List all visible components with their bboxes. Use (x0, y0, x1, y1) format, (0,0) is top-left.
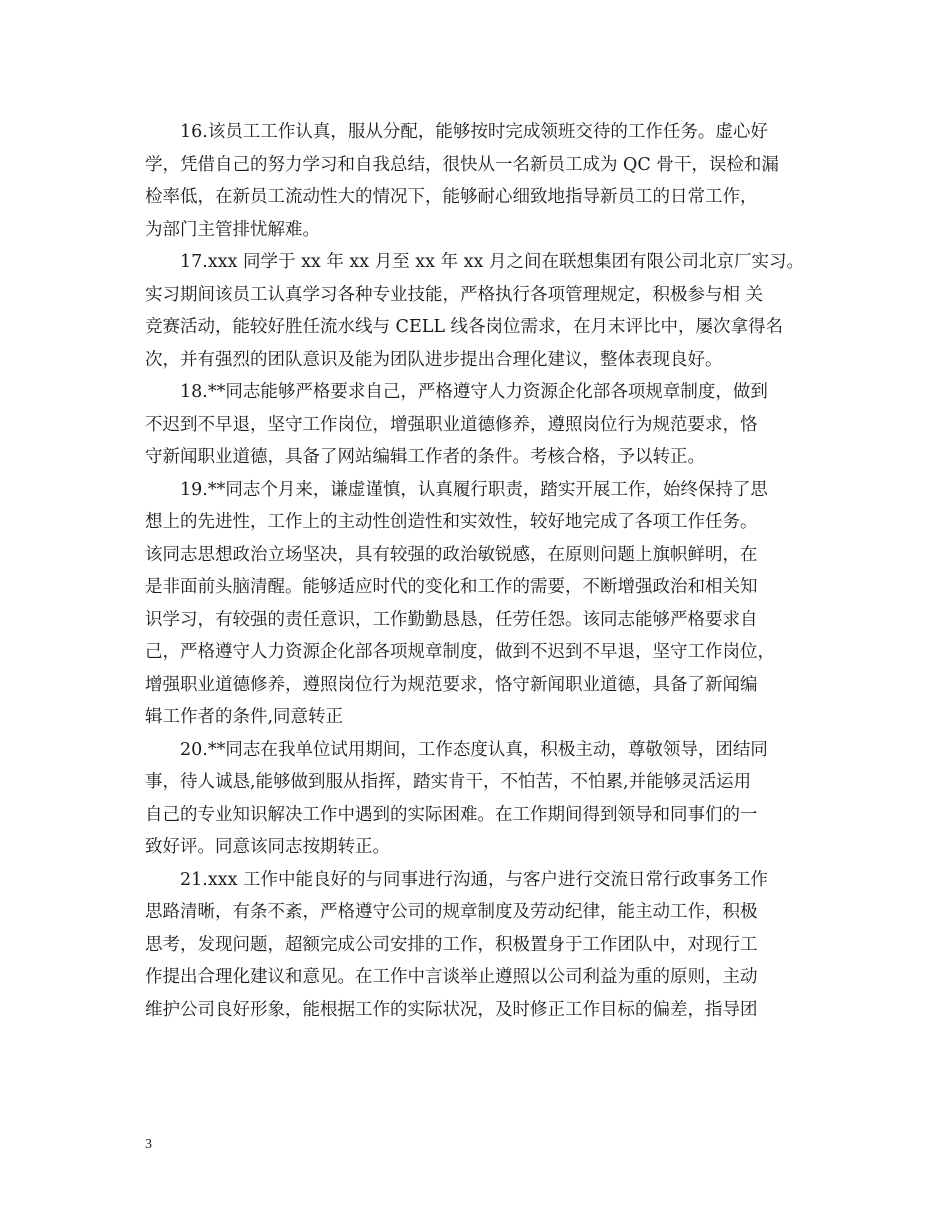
text-line: 守新闻职业道德，具备了网站编辑工作者的条件。考核合格，予以转正。 (145, 447, 705, 467)
paragraph (145, 734, 823, 864)
text-line: 辑工作者的条件,同意转正 (145, 707, 344, 727)
paragraph (145, 376, 823, 474)
text-line: 19.**同志个月来，谦虚谨慎，认真履行职责，踏实开展工作，始终保持了思 (180, 479, 768, 500)
text-line: 思考，发现问题，超额完成公司安排的工作，积极置身于工作团队中，对现行工 (145, 934, 758, 955)
text-line: 16.该员工工作认真，服从分配，能够按时完成领班交待的工作任务。虚心好 (180, 122, 768, 142)
text-line: 作提出合理化建议和意见。在工作中言谈举止遵照以公司利益为重的原则，主动 (145, 967, 758, 987)
text-line: 18.**同志能够严格要求自己，严格遵守人力资源企化部各项规章制度，做到 (180, 382, 768, 402)
text-line: 想上的先进性，工作上的主动性创造性和实效性，较好地完成了各项工作任务。 (145, 512, 758, 532)
text-line: 学，凭借自己的努力学习和自我总结，很快从一名新员工成为 QC 骨干，误检和漏 (145, 154, 779, 175)
text-line: 不迟到不早退，坚守工作岗位，增强职业道德修养，遵照岗位行为规范要求，恪 (145, 414, 758, 435)
page-number: 3 (145, 1137, 152, 1152)
text-line: 20.**同志在我单位试用期间，工作态度认真，积极主动，尊敬领导，团结同 (180, 739, 768, 760)
text-line: 己，严格遵守人力资源企化部各项规章制度，做到不迟到不早退，坚守工作岗位， (145, 642, 775, 662)
text-line: 致好评。同意该同志按期转正。 (145, 837, 390, 857)
text-line: 次，并有强烈的团队意识及能为团队进步提出合理化建议，整体表现良好。 (145, 349, 723, 370)
document-body (145, 116, 823, 1026)
paragraph (145, 116, 823, 246)
paragraph (145, 246, 823, 376)
text-line: 21.xxx 工作中能良好的与同事进行沟通，与客户进行交流日常行政事务工作 (180, 869, 768, 890)
text-line: 是非面前头脑清醒。能够适应时代的变化和工作的需要，不断增强政治和相关知 (145, 577, 758, 597)
text-line: 自己的专业知识解决工作中遇到的实际困难。在工作期间得到领导和同事们的一 (145, 804, 758, 825)
text-line: 维护公司良好形象，能根据工作的实际状况，及时修正工作目标的偏差，指导团 (145, 999, 758, 1020)
text-line: 17.xxx 同学于 xx 年 xx 月至 xx 年 xx 月之间在联想集团有限公司北京厂实习。 (180, 252, 804, 272)
text-line: 检率低，在新员工流动性大的情况下，能够耐心细致地指导新员工的日常工作， (145, 187, 758, 207)
paragraph (145, 474, 823, 734)
text-line: 实习期间该员工认真学习各种专业技能，严格执行各项管理规定，积极参与相 关 (145, 284, 764, 305)
text-line: 增强职业道德修养，遵照岗位行为规范要求，恪守新闻职业道德，具备了新闻编 (145, 674, 758, 695)
text-line: 该同志思想政治立场坚决，具有较强的政治敏锐感，在原则问题上旗帜鲜明，在 (145, 544, 758, 565)
text-line: 竞赛活动，能较好胜任流水线与 CELL 线各岗位需求，在月末评比中，屡次拿得名 (145, 317, 784, 337)
text-line: 为部门主管排忧解难。 (145, 219, 320, 240)
paragraph (145, 864, 823, 1027)
text-line: 事，待人诚恳,能够做到服从指挥，踏实肯干，不怕苦，不怕累,并能够灵活运用 (145, 772, 752, 792)
text-line: 思路清晰，有条不紊，严格遵守公司的规章制度及劳动纪律，能主动工作，积极 (145, 902, 758, 922)
text-line: 识学习，有较强的责任意识，工作勤勤恳恳，任劳任怨。该同志能够严格要求自 (145, 609, 758, 630)
